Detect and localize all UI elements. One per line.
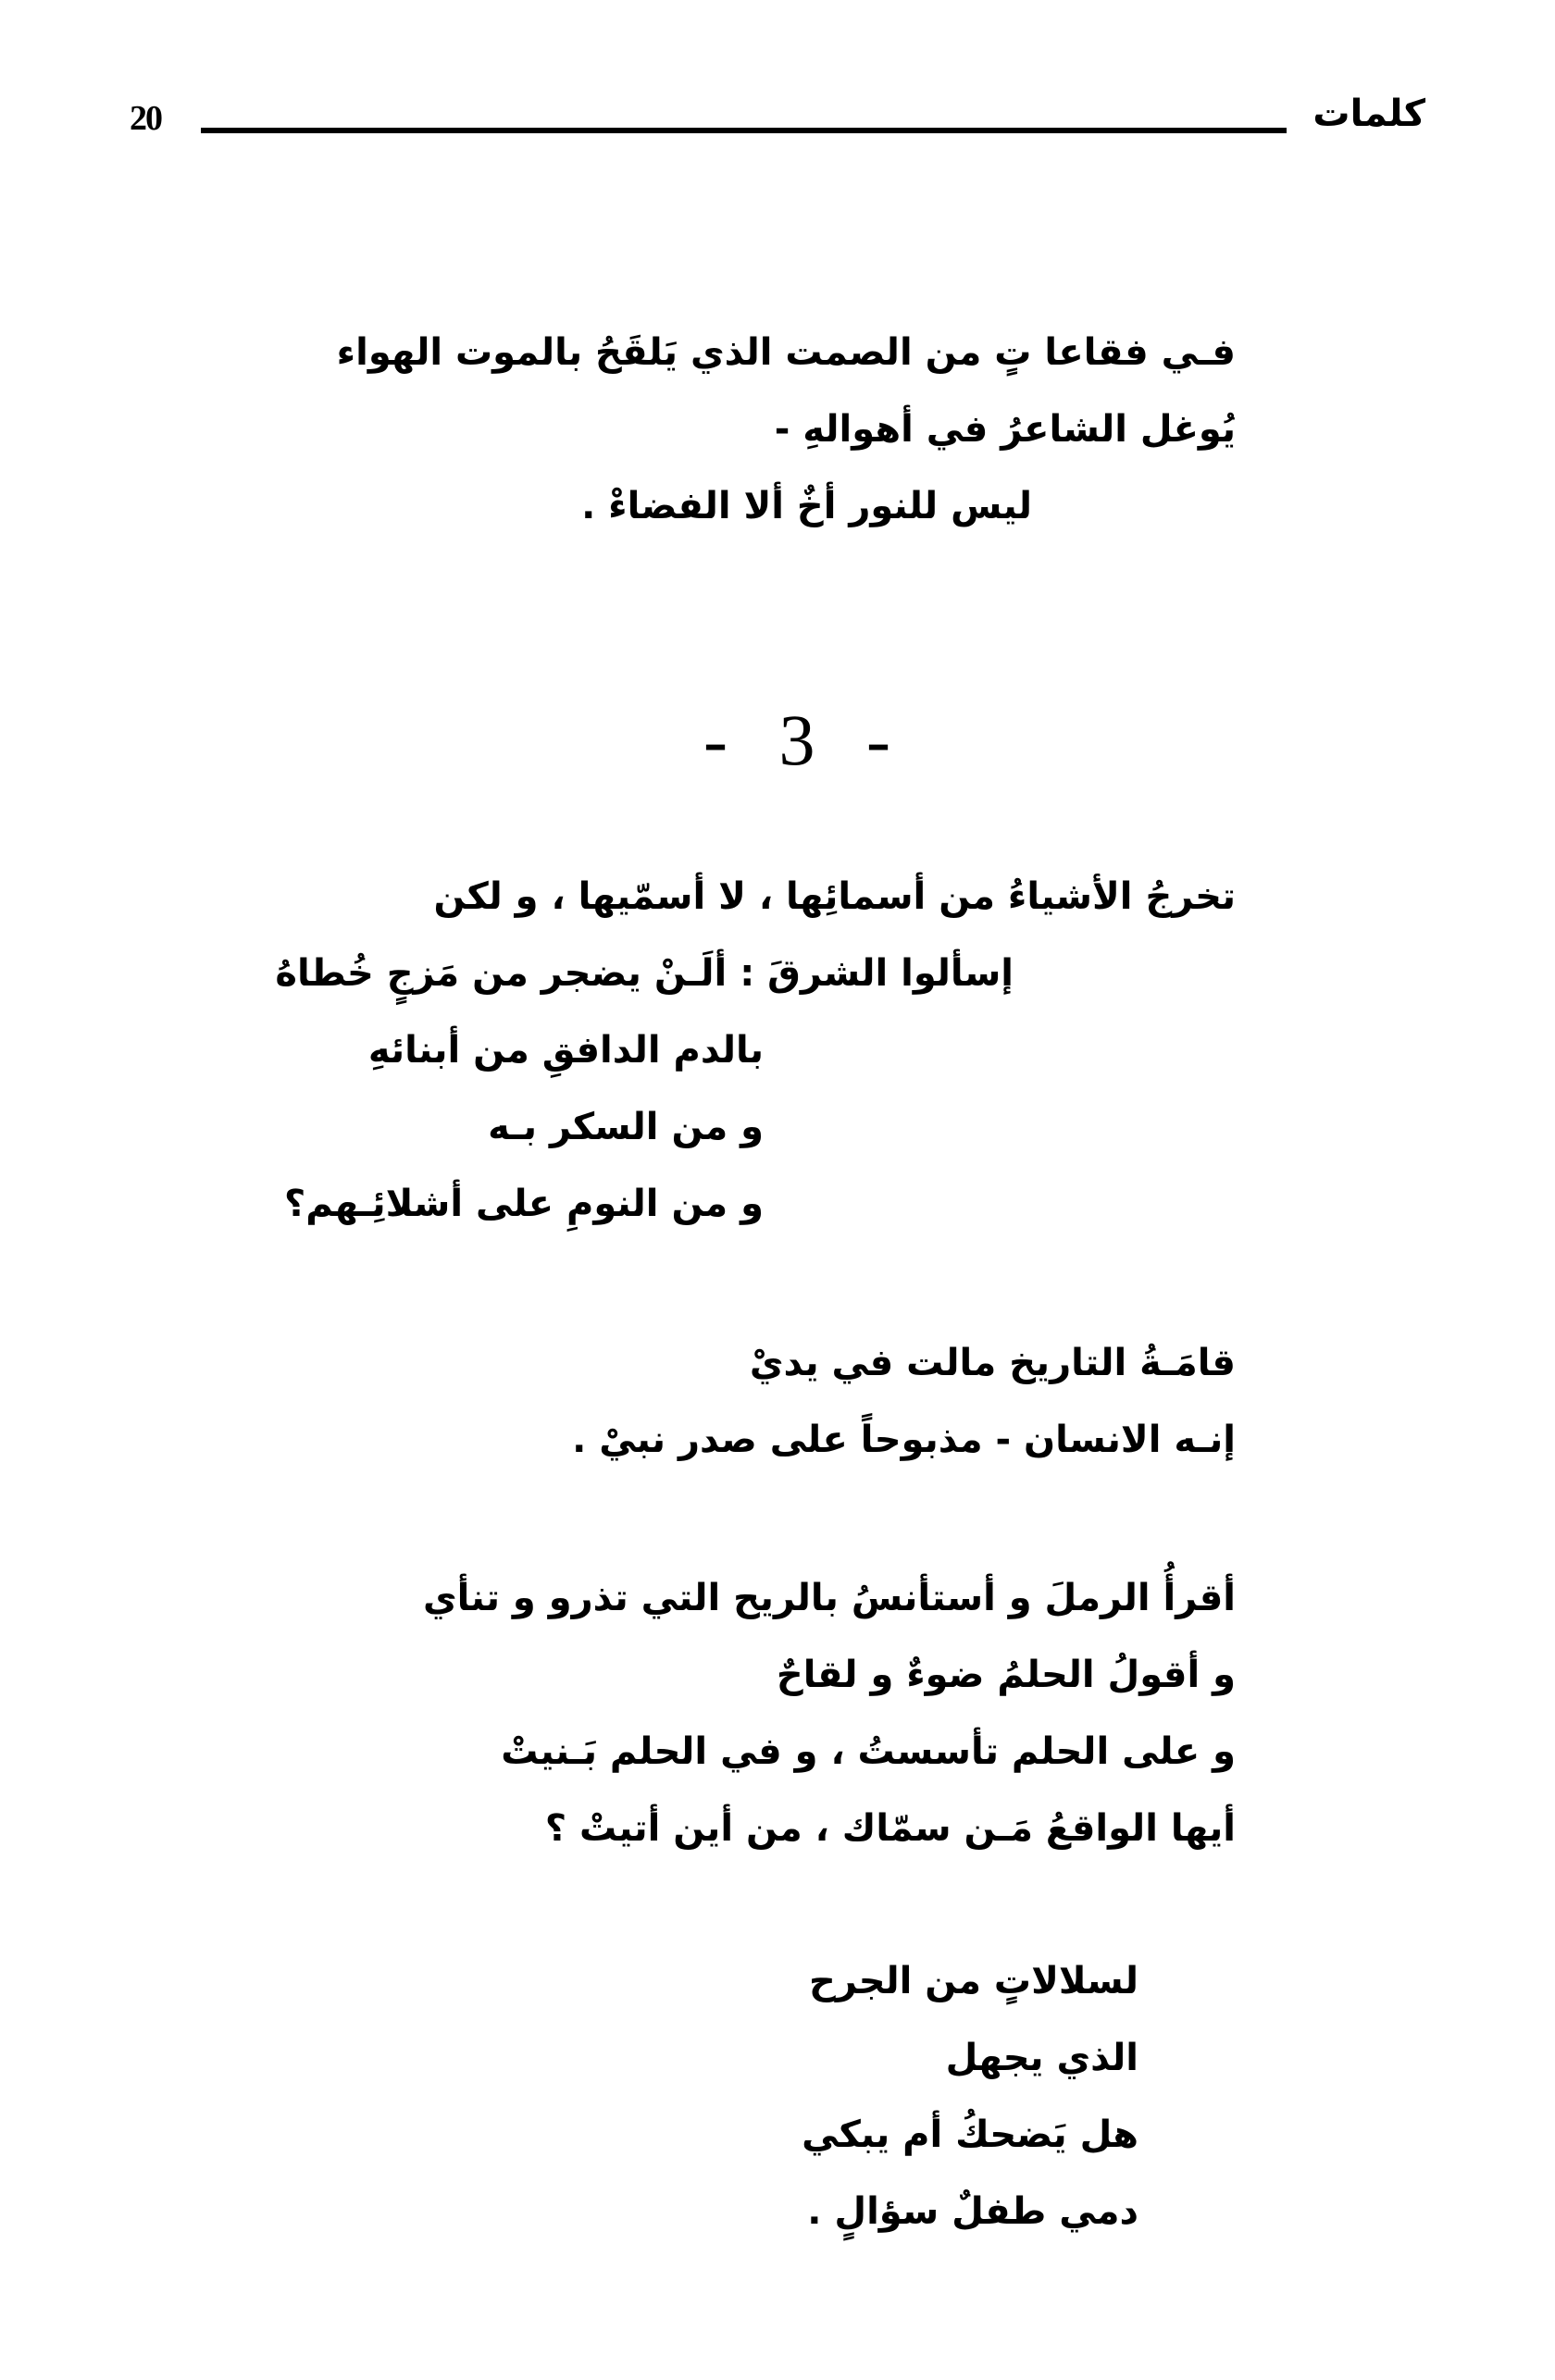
stanza-1	[337, 315, 1236, 545]
verse-line: إسألوا الشرقَ : ألَـنْ يضجر من مَزجٍ خُطاهُ	[275, 952, 1014, 995]
verse-line: أقرأُ الرملَ و أستأنسُ بالريح التي تذرو و تنأي	[422, 1577, 1236, 1619]
running-title: كلمات	[1312, 93, 1425, 135]
verse-line: لسلالاتٍ من الجرح	[809, 1960, 1138, 2002]
verse-line: يُوغل الشاعرُ في أهوالهِ -	[774, 408, 1236, 451]
verse-line: هل يَضحكُ أم يبكي	[802, 2113, 1138, 2156]
header-rule	[201, 128, 1287, 133]
verse-line: فـي فقاعا تٍ من الصمت الذي يَلقَحُ بالموت الهواء	[336, 331, 1236, 374]
verse-line: إنـه الانسان - مذبوحاً على صدر نبيْ .	[572, 1419, 1236, 1461]
stanza-4	[423, 1560, 1236, 1867]
verse-line: ليس للنور أخٌ ألا الفضاءْ .	[581, 485, 1032, 527]
verse-line: و من النومِ على أشلائِـهم؟	[284, 1183, 764, 1225]
verse-line: و على الحلم تأسستُ ، و في الحلم بَـنيتْ	[501, 1730, 1236, 1773]
verse-line: أيها الواقعُ مَـن سمّاك ، من أين أتيتْ ؟	[544, 1807, 1236, 1850]
stanza-3	[572, 1325, 1236, 1479]
verse-line: تخرجُ الأشياءُ من أسمائِها ، لا أسمّيها ، و لكن	[433, 875, 1236, 918]
stanza-2	[275, 859, 1236, 1243]
stanza-5	[802, 1943, 1138, 2250]
verse-line: و من السكر بـه	[488, 1106, 764, 1148]
verse-line: قامَـةُ التاريخ مالت في يديْ	[749, 1342, 1236, 1384]
verse-line: و أقولُ الحلمُ ضوءٌ و لقاحٌ	[776, 1654, 1236, 1696]
verse-line: الذي يجهل	[945, 2037, 1138, 2079]
page-number: 20	[130, 99, 161, 138]
verse-line: بالدم الدافقِ من أبنائهِ	[367, 1029, 764, 1072]
page-header	[130, 93, 1425, 148]
verse-line: دمي طفلٌ سؤالٍ .	[807, 2190, 1138, 2233]
section-number: - 3 -	[703, 700, 907, 780]
